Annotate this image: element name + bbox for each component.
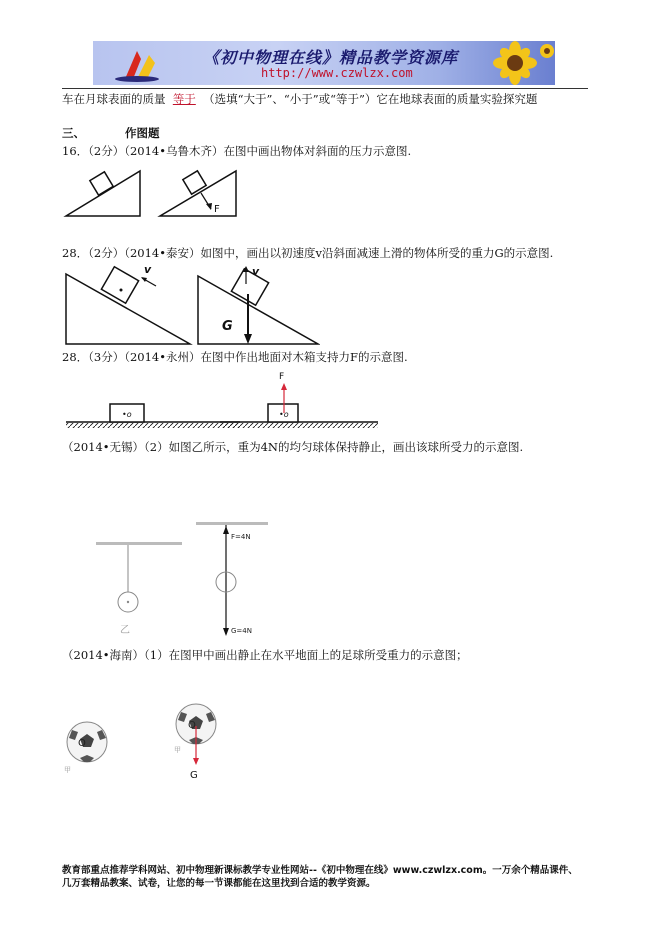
hainan-text: （2014•海南）（1）在图甲中画出静止在水平地面上的足球所受重力的示意图； — [62, 648, 468, 662]
wuxi-text: （2014•无锡）（2）如图乙所示，重为4N的均匀球体保持静止，画出该球所受力的示意图. — [62, 440, 524, 454]
q16-force-label: F — [214, 204, 220, 215]
hainan-center-label-a: O — [78, 738, 86, 749]
wuxi-figures — [90, 512, 280, 642]
answer-line-prefix: 车在月球表面的质量 — [62, 92, 166, 106]
hainan-figures — [60, 700, 230, 785]
section-title: 作图题 — [125, 126, 160, 140]
q16-figure-b — [160, 171, 236, 216]
hainan-caption-b: 甲 — [174, 746, 181, 754]
header-banner — [93, 41, 555, 85]
hainan-center-label-b: O — [188, 720, 196, 731]
wuxi-caption: 乙 — [120, 625, 130, 636]
hainan-g-label: G — [190, 770, 198, 781]
q16-figure-a — [66, 171, 140, 216]
q28b-force-label: F — [279, 372, 285, 382]
q28b-figures — [60, 366, 380, 428]
soccer-ball-icon — [67, 722, 107, 762]
q28a-text: 28．（2分）（2014•泰安）如图中，画出以初速度v沿斜面减速上滑的物体所受的重力G的示意图. — [62, 246, 554, 260]
hainan-caption-a: 甲 — [64, 766, 71, 774]
answer-line-suffix: （选填“大于”、“小于”或“等于”）它在地球表面的质量实验探究题 — [203, 92, 538, 106]
q28b-figure-a — [66, 404, 240, 428]
q28b-text: 28．（3分）（2014•永州）在图中作出地面对木箱支持力F的示意图. — [62, 350, 408, 364]
q28a-v-label-b: v — [252, 265, 260, 278]
q28b-figure-b — [220, 372, 378, 428]
logo-icon — [111, 45, 171, 83]
q28a-figure-a — [66, 263, 190, 344]
q28b-center-label-b: •o — [279, 410, 289, 419]
hainan-figure-a — [64, 722, 107, 774]
section-number: 三、 — [62, 126, 85, 140]
banner-title: 《初中物理在线》精品教学资源库 — [203, 48, 459, 67]
header-rule — [62, 88, 588, 89]
wuxi-figure-a — [96, 542, 182, 636]
wuxi-f-label: F=4N — [231, 533, 251, 541]
q28a-v-label-a: v — [144, 263, 152, 276]
q16-text: 16．（2分）（2014•乌鲁木齐）在图中画出物体对斜面的压力示意图. — [62, 144, 412, 158]
wuxi-figure-b — [196, 522, 268, 636]
wuxi-g-label: G=4N — [231, 627, 252, 635]
hainan-figure-b — [174, 704, 216, 781]
q16-figures — [60, 164, 260, 226]
answer-line — [62, 92, 537, 106]
q28a-figures — [60, 262, 320, 352]
sunflower-icon — [485, 41, 555, 85]
q28a-figure-b — [198, 265, 318, 344]
q28a-g-label: G — [222, 319, 233, 334]
section-header — [62, 126, 160, 140]
footer-line-1: 教育部重点推荐学科网站、初中物理新课标教学专业性网站--《初中物理在线》www.czwlzx.com。一万余个精品课件、 — [62, 865, 578, 876]
q28b-center-label-a: •o — [122, 410, 132, 419]
footer-line-2: 几万套精品教案、试卷，让您的每一节课都能在这里找到合适的教学资源。 — [62, 878, 376, 889]
answer-fill: 等于 — [172, 92, 196, 106]
banner-url: http://www.czwlzx.com — [261, 66, 413, 80]
